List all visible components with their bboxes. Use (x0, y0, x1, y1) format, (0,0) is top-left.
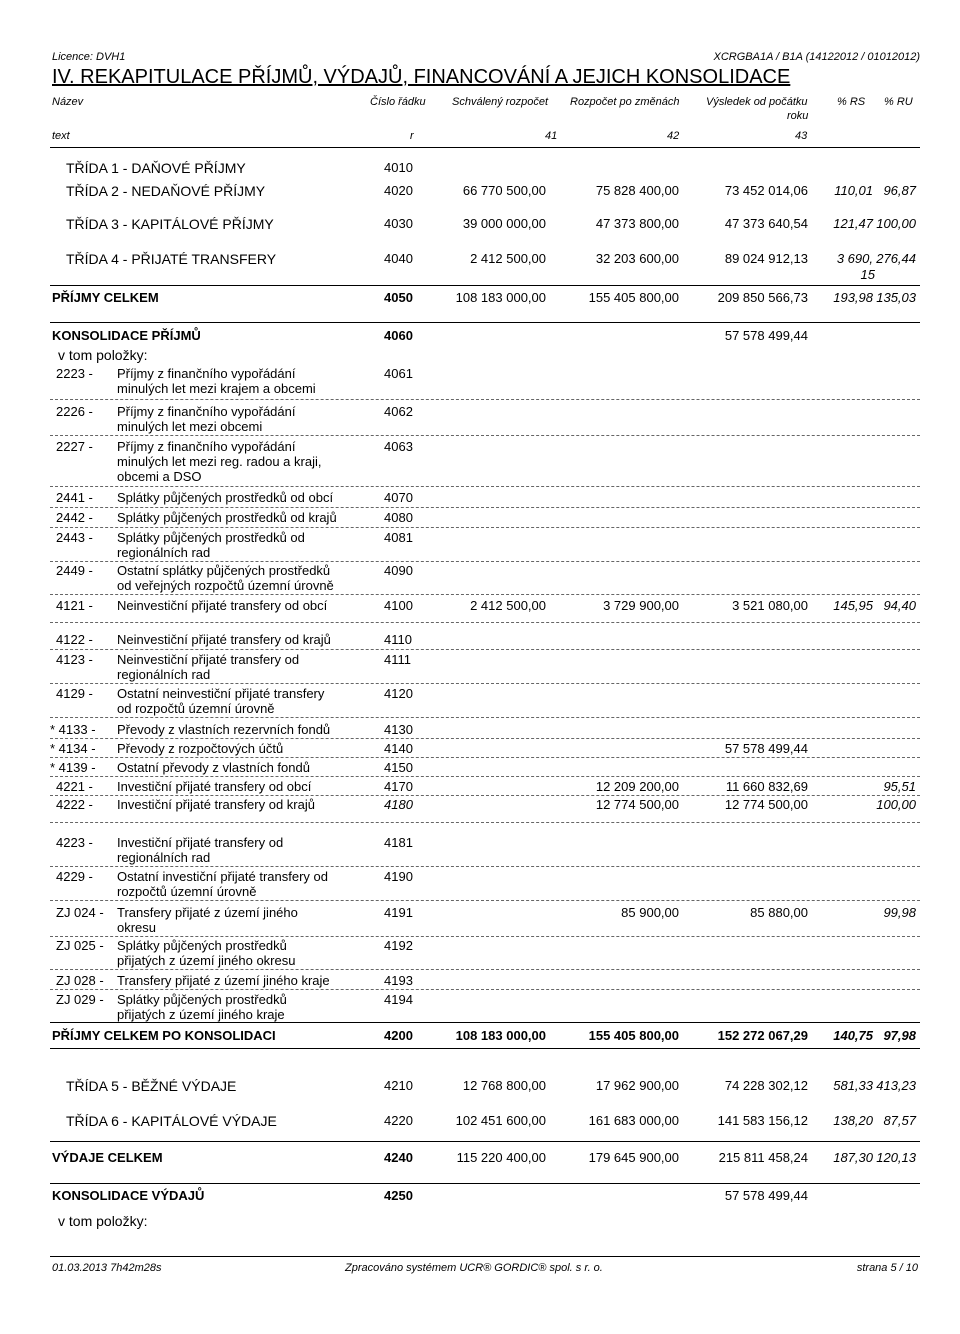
item-separator (50, 507, 920, 508)
col-name-header: Název (52, 96, 84, 108)
item-separator (50, 969, 920, 970)
section-rule (50, 1022, 920, 1023)
col-rs-header: % RS (837, 96, 866, 108)
item-separator (50, 561, 920, 562)
col-vysledek-header: Výsledek od počátku (706, 96, 808, 108)
item-separator (50, 486, 920, 487)
document-code: XCRGBA1A / B1A (14122012 / 01012012) (713, 51, 920, 63)
footer-rule (50, 1256, 920, 1257)
footer-page: strana 5 / 10 (856, 1262, 918, 1274)
item-separator (50, 757, 920, 758)
footer-date: 01.03.2013 7h42m28s (52, 1262, 162, 1274)
col-41-header: 41 (545, 130, 558, 142)
col-roku-header: roku (787, 110, 809, 122)
col-43-header: 43 (795, 130, 808, 142)
item-separator (50, 936, 920, 937)
item-separator (50, 594, 920, 595)
section-rule (50, 285, 920, 286)
item-separator (50, 866, 920, 867)
percent-continuation: 15 (860, 267, 875, 282)
col-schvaleny-header: Schválený rozpočet (452, 96, 548, 108)
col-42-header: 42 (667, 130, 680, 142)
item-separator (50, 399, 920, 400)
item-separator (50, 649, 920, 650)
col-text-header: text (52, 130, 70, 142)
licence-label: Licence: DVH1 (52, 51, 126, 63)
col-ru-header: % RU (884, 96, 913, 108)
item-separator (50, 738, 920, 739)
section-rule (50, 1048, 920, 1049)
item-separator (50, 989, 920, 990)
footer-system: Zpracováno systémem UCR® GORDIC® spol. s r. o. (345, 1262, 603, 1274)
section-rule (50, 1183, 920, 1184)
section-rule (50, 322, 920, 323)
page-title: IV. REKAPITULACE PŘÍJMŮ, VÝDAJŮ, FINANCOVÁNÍ A JEJICH KONSOLIDACE (52, 66, 791, 88)
col-r-header: r (410, 130, 414, 142)
item-separator (50, 435, 920, 436)
v-tom-label: v tom položky: (58, 1213, 148, 1229)
item-separator (50, 527, 920, 528)
item-separator (50, 795, 920, 796)
item-separator (50, 900, 920, 901)
header-rule (50, 147, 920, 148)
item-separator (50, 717, 920, 718)
item-separator (50, 822, 920, 823)
item-separator (50, 776, 920, 777)
col-pozmenach-header: Rozpočet po změnách (570, 96, 680, 108)
col-rowno-header: Číslo řádku (370, 96, 426, 108)
item-separator (50, 683, 920, 684)
v-tom-label: v tom položky: (58, 347, 148, 363)
section-rule (50, 1141, 920, 1142)
item-separator (50, 622, 920, 623)
